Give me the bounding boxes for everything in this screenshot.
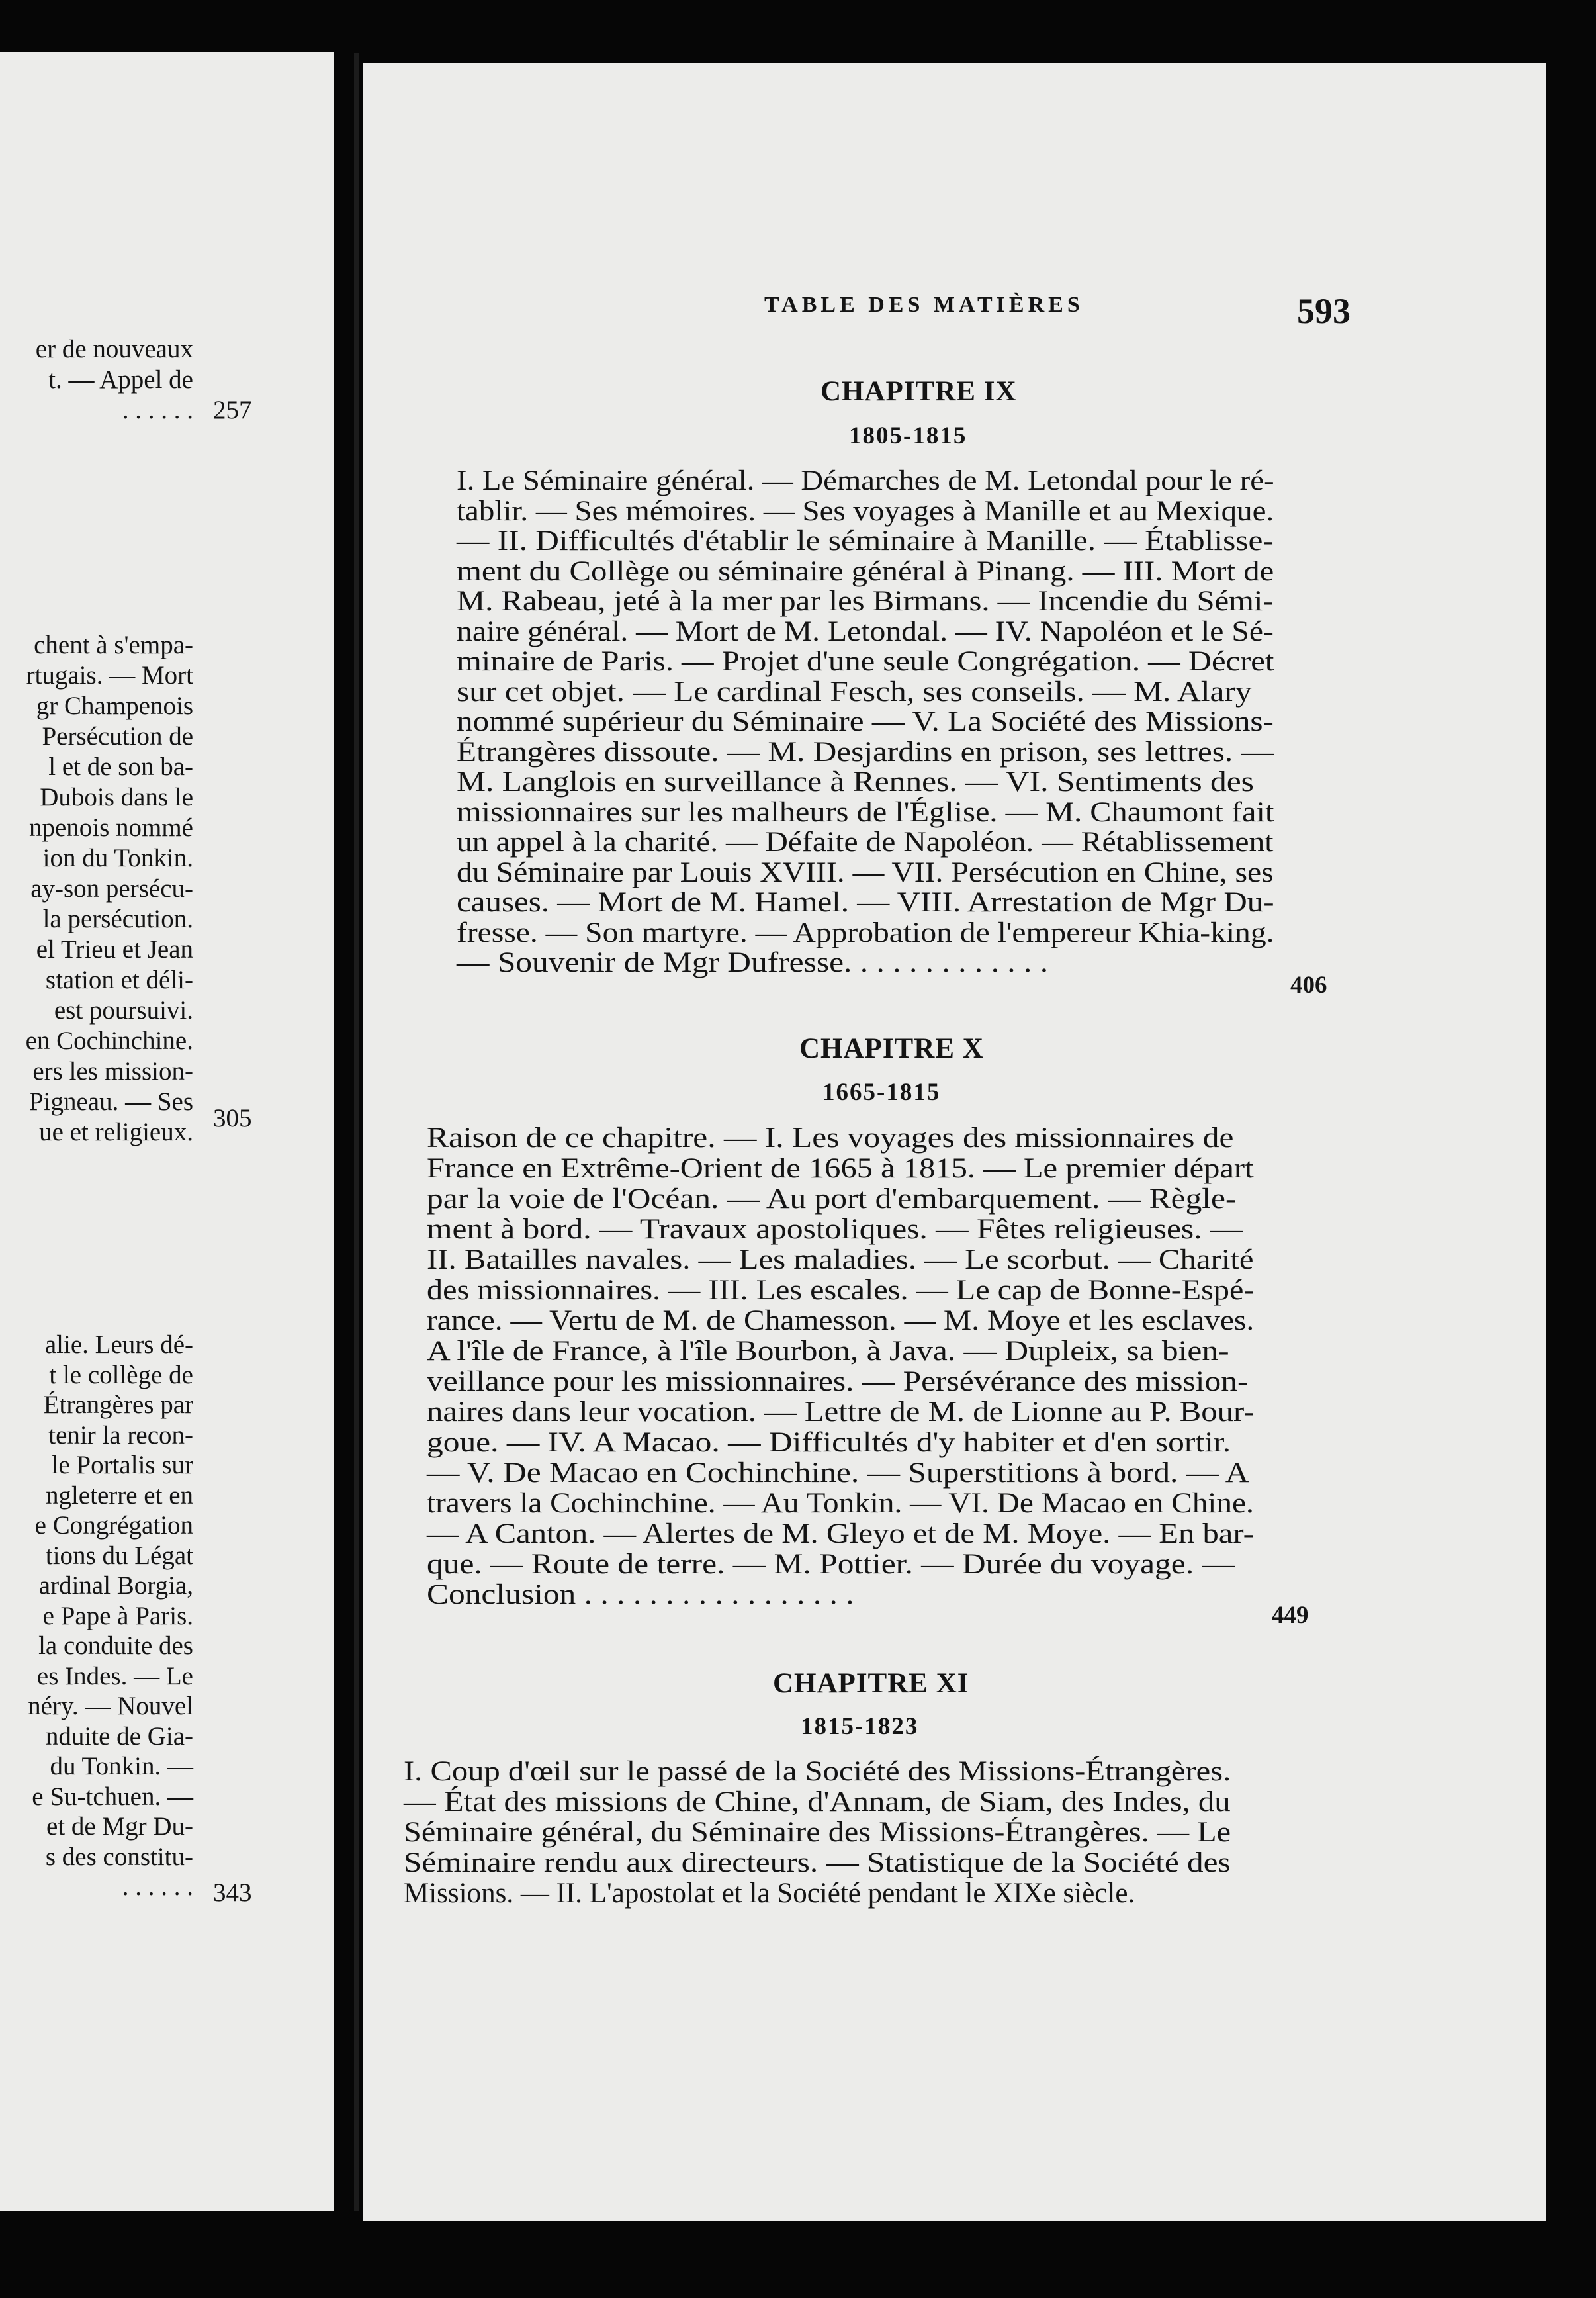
summary-line: sur cet objet. — Le cardinal Fesch, ses conseils. — M. Alary xyxy=(457,676,1252,708)
left-page-ref: 257 xyxy=(213,396,252,424)
summary-line: Séminaire rendu aux directeurs. — Statistique de la Société des xyxy=(404,1847,1231,1878)
left-page-line: le Portalis sur xyxy=(51,1451,193,1479)
summary-line: A l'île de France, à l'île Bourbon, à Java. — Dupleix, sa bien- xyxy=(427,1336,1229,1367)
left-page-line: Pigneau. — Ses xyxy=(28,1087,193,1116)
running-head: TABLE DES MATIÈRES xyxy=(764,293,1084,317)
left-page-line: tions du Légat xyxy=(45,1541,193,1570)
summary-line: nommé supérieur du Séminaire — V. La Société des Missions- xyxy=(457,706,1274,737)
chapter-dates: 1815-1823 xyxy=(801,1713,919,1740)
summary-line: — A Canton. — Alertes de M. Gleyo et de M. Moye. — En bar- xyxy=(427,1518,1254,1549)
left-page-line: ngleterre et en xyxy=(45,1481,193,1510)
summary-line: — II. Difficultés d'établir le séminaire à Manille. — Établisse- xyxy=(457,526,1274,557)
left-page-line: er de nouveaux xyxy=(35,335,193,363)
summary-line: M. Rabeau, jeté à la mer par les Birmans. — Incendie du Sémi- xyxy=(457,586,1274,617)
summary-line: naires dans leur vocation. — Lettre de M. de Lionne au P. Bour- xyxy=(427,1397,1255,1428)
summary-line: Missions. — II. L'apostolat et la Société pendant le XIXe siècle. xyxy=(404,1878,1135,1909)
summary-line: un appel à la charité. — Défaite de Napoléon. — Rétablissement xyxy=(457,827,1274,858)
left-page-ref: 343 xyxy=(213,1878,252,1907)
chapter-title: CHAPITRE X xyxy=(799,1033,984,1064)
left-page-line: t le collège de xyxy=(49,1360,193,1389)
left-page-line: l et de son ba- xyxy=(48,753,193,781)
chapter-title: CHAPITRE XI xyxy=(773,1668,969,1699)
left-page-line: chent à s'empa- xyxy=(34,631,193,659)
left-page-line: Persécution de xyxy=(42,722,193,751)
left-page-line: es Indes. — Le xyxy=(36,1661,193,1690)
left-page-line: e Su-tchuen. — xyxy=(32,1782,193,1811)
summary-line: — Souvenir de Mgr Dufresse. . . . . . . . . . . . . xyxy=(457,947,1049,978)
summary-line: fresse. — Son martyre. — Approbation de l'empereur Khia-king. xyxy=(457,917,1274,948)
chapter-dates: 1805-1815 xyxy=(849,422,967,449)
summary-line: Raison de ce chapitre. — I. Les voyages des missionnaires de xyxy=(427,1123,1234,1154)
left-page-line: Dubois dans le xyxy=(40,783,193,811)
left-page-line: ay-son persécu- xyxy=(30,874,193,903)
summary-line: ment du Collège ou séminaire général à Pinang. — III. Mort de xyxy=(457,555,1274,587)
left-page-line: . . . . . . xyxy=(122,1872,193,1901)
summary-line: M. Langlois en surveillance à Rennes. — VI. Sentiments des xyxy=(457,766,1254,798)
left-page-line: Étrangères par xyxy=(43,1391,193,1419)
summary-line: veillance pour les missionnaires. — Persévérance des mission- xyxy=(427,1366,1249,1397)
summary-line: que. — Route de terre. — M. Pottier. — Durée du voyage. — xyxy=(427,1549,1235,1580)
summary-line: ment à bord. — Travaux apostoliques. — Fêtes religieuses. — xyxy=(427,1214,1243,1245)
summary-line: tablir. — Ses mémoires. — Ses voyages à Manille et au Mexique. xyxy=(457,495,1274,527)
summary-line: du Séminaire par Louis XVIII. — VII. Persécution en Chine, ses xyxy=(457,856,1274,888)
left-page-line: rtugais. — Mort xyxy=(26,661,193,690)
summary-line: causes. — Mort de M. Hamel. — VIII. Arrestation de Mgr Du- xyxy=(457,887,1274,918)
left-page-line: e Pape à Paris. xyxy=(42,1601,193,1630)
summary-line: I. Coup d'œil sur le passé de la Société des Missions-Étrangères. xyxy=(404,1756,1231,1787)
left-page-line: . . . . . . xyxy=(122,396,193,424)
left-page-line: nduite de Gia- xyxy=(45,1722,193,1751)
summary-line: — V. De Macao en Cochinchine. — Superstitions à bord. — A xyxy=(427,1457,1249,1489)
left-page-line: e Congrégation xyxy=(34,1511,193,1540)
left-page-line: s des constitu- xyxy=(45,1842,193,1871)
summary-line: des missionnaires. — III. Les escales. — Le cap de Bonne-Espé- xyxy=(427,1275,1255,1306)
left-page-line: et de Mgr Du- xyxy=(46,1812,193,1841)
left-page-line: la conduite des xyxy=(38,1632,193,1660)
left-page-line: gr Champenois xyxy=(36,692,193,720)
left-page-line: la persécution. xyxy=(42,905,193,933)
left-page-line: ion du Tonkin. xyxy=(42,844,193,872)
left-page-line: alie. Leurs dé- xyxy=(44,1330,193,1359)
left-page-line: néry. — Nouvel xyxy=(28,1692,193,1720)
summary-line: missionnaires sur les malheurs de l'Église. — M. Chaumont fait xyxy=(457,796,1274,828)
summary-line: par la voie de l'Océan. — Au port d'embarquement. — Règle- xyxy=(427,1183,1237,1215)
left-page-line: ers les mission- xyxy=(32,1057,193,1085)
left-page-line: est poursuivi. xyxy=(54,996,193,1025)
left-page-line: ardinal Borgia, xyxy=(38,1571,193,1600)
summary-line: — État des missions de Chine, d'Annam, de Siam, des Indes, du xyxy=(404,1786,1231,1817)
left-page-ref: 305 xyxy=(213,1104,252,1132)
left-page-line: station et déli- xyxy=(45,966,193,994)
summary-line: Séminaire général, du Séminaire des Missions-Étrangères. — Le xyxy=(404,1817,1231,1848)
summary-line: Étrangères dissoute. — M. Desjardins en prison, ses lettres. — xyxy=(457,736,1274,768)
chapter-title: CHAPITRE IX xyxy=(820,376,1017,407)
summary-line: Conclusion . . . . . . . . . . . . . . . . . xyxy=(427,1579,854,1610)
left-page-line: en Cochinchine. xyxy=(25,1027,193,1055)
left-page-line: t. — Appel de xyxy=(48,365,193,394)
chapter-dates: 1665-1815 xyxy=(822,1079,941,1106)
left-page-line: du Tonkin. — xyxy=(50,1752,193,1780)
summary-line: goue. — IV. A Macao. — Difficultés d'y habiter et d'en sortir. xyxy=(427,1427,1231,1458)
chapter-page-ref: 449 xyxy=(1272,1602,1309,1629)
left-page-line: ue et religieux. xyxy=(39,1118,193,1146)
summary-line: I. Le Séminaire général. — Démarches de M. Letondal pour le ré- xyxy=(457,465,1274,496)
summary-line: travers la Cochinchine. — Au Tonkin. — VI. De Macao en Chine. xyxy=(427,1488,1254,1519)
left-page-line: el Trieu et Jean xyxy=(36,935,193,964)
summary-line: minaire de Paris. — Projet d'une seule Congrégation. — Décret xyxy=(457,646,1274,677)
summary-line: naire général. — Mort de M. Letondal. — IV. Napoléon et le Sé- xyxy=(457,616,1274,647)
page-number: 593 xyxy=(1297,291,1351,331)
summary-line: France en Extrême-Orient de 1665 à 1815. — Le premier départ xyxy=(427,1153,1254,1184)
left-page-line: tenir la recon- xyxy=(48,1420,193,1449)
chapter-page-ref: 406 xyxy=(1290,972,1327,999)
summary-line: II. Batailles navales. — Les maladies. — Le scorbut. — Charité xyxy=(427,1244,1254,1275)
summary-line: rance. — Vertu de M. de Chamesson. — M. Moye et les esclaves. xyxy=(427,1305,1255,1336)
left-page-line: npenois nommé xyxy=(28,813,193,842)
